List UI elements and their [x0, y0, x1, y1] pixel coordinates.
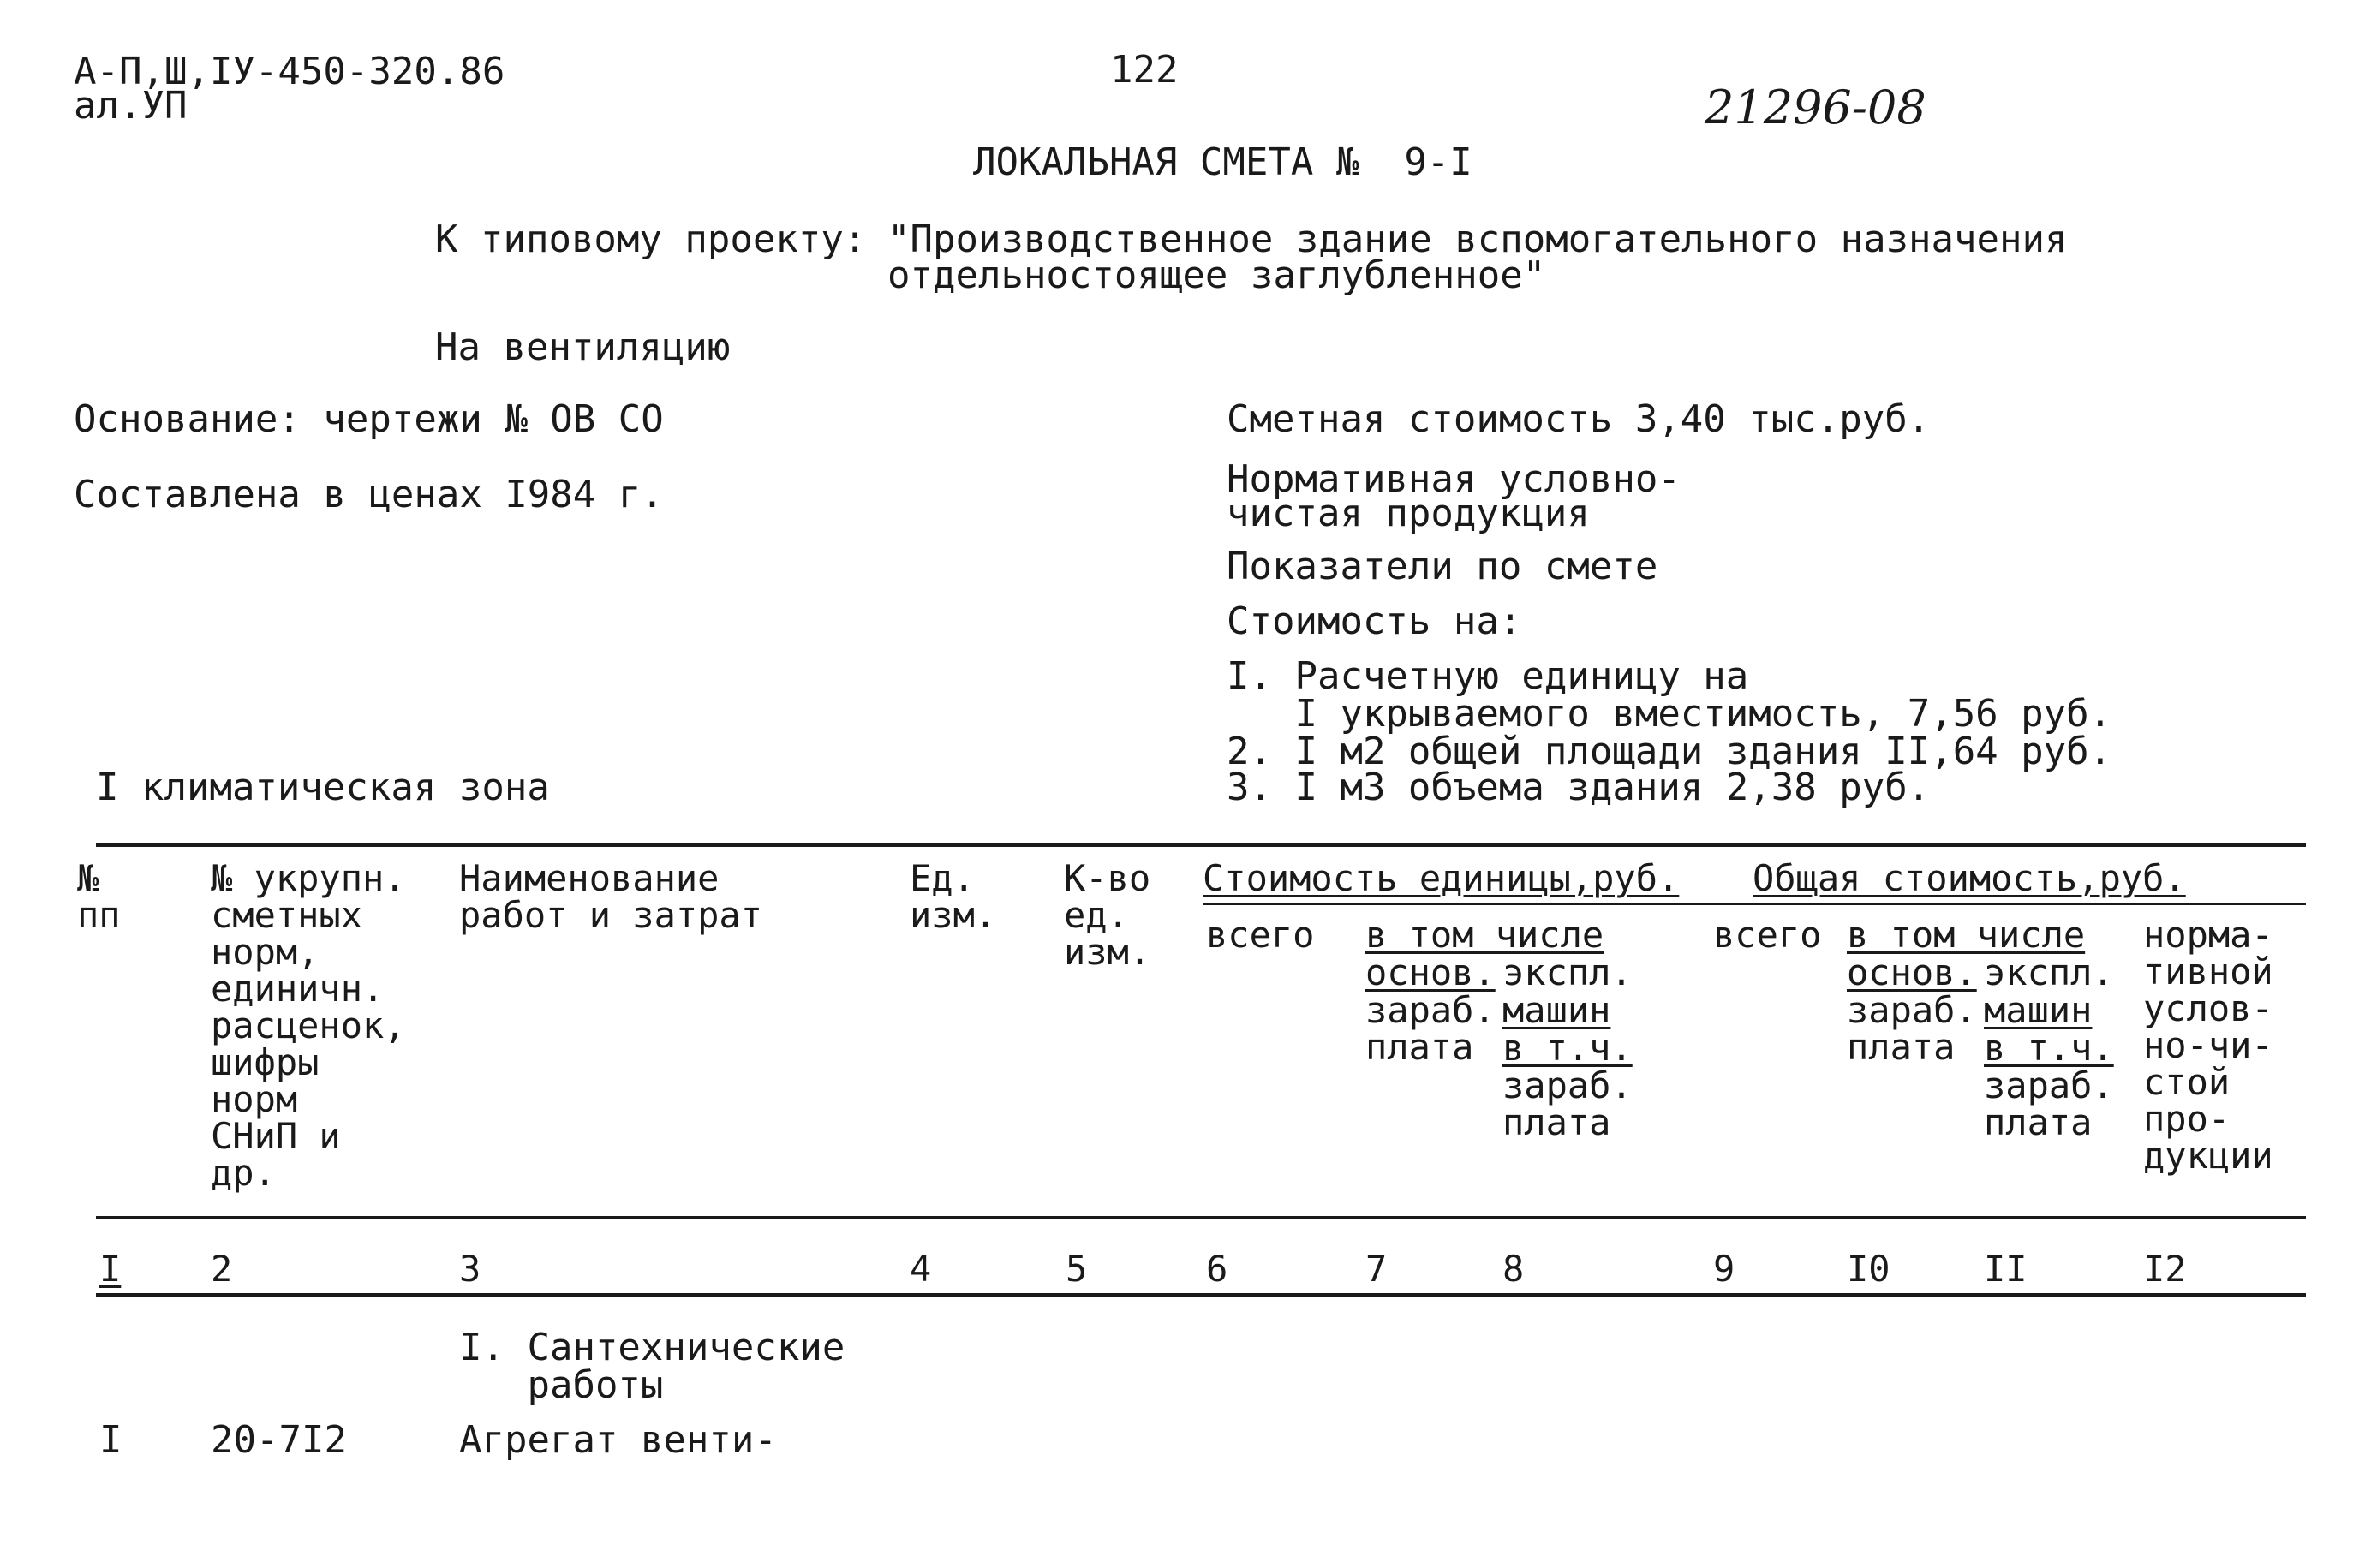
header-unit-basic-wage: основ.: [1365, 951, 1496, 993]
row1-number: I: [99, 1418, 122, 1462]
column-number-1: I: [99, 1248, 122, 1290]
stamp-number: 21296-08: [1705, 80, 1926, 134]
prices-year: Составлена в ценах I984 г.: [74, 473, 664, 516]
header-unit-incl: в том числе: [1365, 914, 1604, 956]
basis: Основание: чертежи № ОВ СО: [74, 397, 664, 441]
indicator-item1-line2: I укрываемого вместимость, 7,56 руб.: [1227, 692, 2112, 736]
project-name-line2: отдельностоящее заглубленное": [887, 253, 1546, 297]
project-prefix: К типовому проекту:: [435, 218, 867, 261]
cost-on: Стоимость на:: [1227, 599, 1522, 643]
header-total-incl-wage: в т.ч.: [1984, 1027, 2114, 1069]
header-total-incl-wage-rest: зараб. плата: [1984, 1064, 2114, 1143]
column-number-3: 3: [459, 1248, 481, 1290]
estimated-cost: Сметная стоимость 3,40 тыс.руб.: [1227, 397, 1931, 441]
header-unit-basic-wage-rest: зараб. плата: [1365, 989, 1496, 1068]
header-col-quantity: К-во ед. изм.: [1064, 857, 1151, 973]
project-name-line1: "Производственное здание вспомогательного назначения: [887, 218, 2068, 261]
table-top-rule: [96, 843, 2306, 847]
header-unit-incl-wage: в т.ч.: [1502, 1027, 1633, 1069]
group-rule: [1203, 903, 2306, 905]
header-unit-machines2: машин: [1502, 989, 1611, 1031]
indicators: Показатели по смете: [1227, 545, 1658, 588]
column-number-10: I0: [1847, 1248, 1890, 1290]
header-total-machines: экспл.: [1984, 951, 2114, 993]
section-title-line1: I. Сантехнические: [459, 1326, 845, 1369]
column-number-12: I2: [2143, 1248, 2187, 1290]
header-total-basic-wage: основ.: [1847, 951, 1977, 993]
column-number-8: 8: [1502, 1248, 1525, 1290]
indicator-item1-line1: I. Расчетную единицу на: [1227, 654, 1749, 698]
purpose: На вентиляцию: [435, 325, 731, 369]
header-group-total-cost: Общая стоимость,руб.: [1753, 857, 2186, 899]
document-album: ал.УП: [74, 84, 188, 128]
document-code: А-П,Ш,IУ-450-320.86: [74, 50, 505, 93]
column-numbers-rule: [96, 1293, 2306, 1297]
header-col-number: № пп: [77, 857, 121, 936]
header-unit-machines: экспл.: [1502, 951, 1633, 993]
header-unit-incl-wage-rest: зараб. плата: [1502, 1064, 1633, 1143]
column-number-5: 5: [1066, 1248, 1088, 1290]
column-number-6: 6: [1206, 1248, 1228, 1290]
header-total-incl: в том числе: [1847, 914, 2086, 956]
header-col-unit: Ед. изм.: [910, 857, 997, 936]
normative-line1: Нормативная условно-: [1227, 457, 1681, 501]
row1-name: Агрегат венти-: [459, 1418, 777, 1462]
header-total-total: всего: [1713, 914, 1822, 956]
normative-line2: чистая продукция: [1227, 492, 1590, 535]
section-title-line2: работы: [459, 1363, 664, 1407]
column-number-7: 7: [1365, 1248, 1388, 1290]
header-col-norm-code: № укрупн. сметных норм, единичн. расценок, шифры норм СНиП и др.: [211, 857, 406, 1194]
column-number-2: 2: [211, 1248, 233, 1290]
header-total-basic-wage-rest: зараб. плата: [1847, 989, 1977, 1068]
indicator-item2: 2. I м2 общей площади здания II,64 руб.: [1227, 730, 2112, 773]
column-number-9: 9: [1713, 1248, 1735, 1290]
column-number-11: II: [1984, 1248, 2028, 1290]
page-title: ЛОКАЛЬНАЯ СМЕТА № 9-I: [973, 140, 1472, 184]
header-col-name: Наименование работ и затрат: [459, 857, 763, 936]
table-header-bottom-rule: [96, 1216, 2306, 1219]
indicator-item3: 3. I м3 объема здания 2,38 руб.: [1227, 766, 1931, 809]
header-total-machines2: машин: [1984, 989, 2093, 1031]
climate-zone: I климатическая зона: [96, 766, 550, 809]
row1-code: 20-7I2: [211, 1418, 347, 1462]
header-group-unit-cost: Стоимость единицы,руб.: [1203, 857, 1680, 899]
column-number-4: 4: [910, 1248, 932, 1290]
header-unit-total: всего: [1206, 914, 1315, 956]
header-col-normative: норма- тивной услов- но-чи- стой про- дукции: [2143, 914, 2273, 1177]
page-number: 122: [1110, 48, 1179, 92]
